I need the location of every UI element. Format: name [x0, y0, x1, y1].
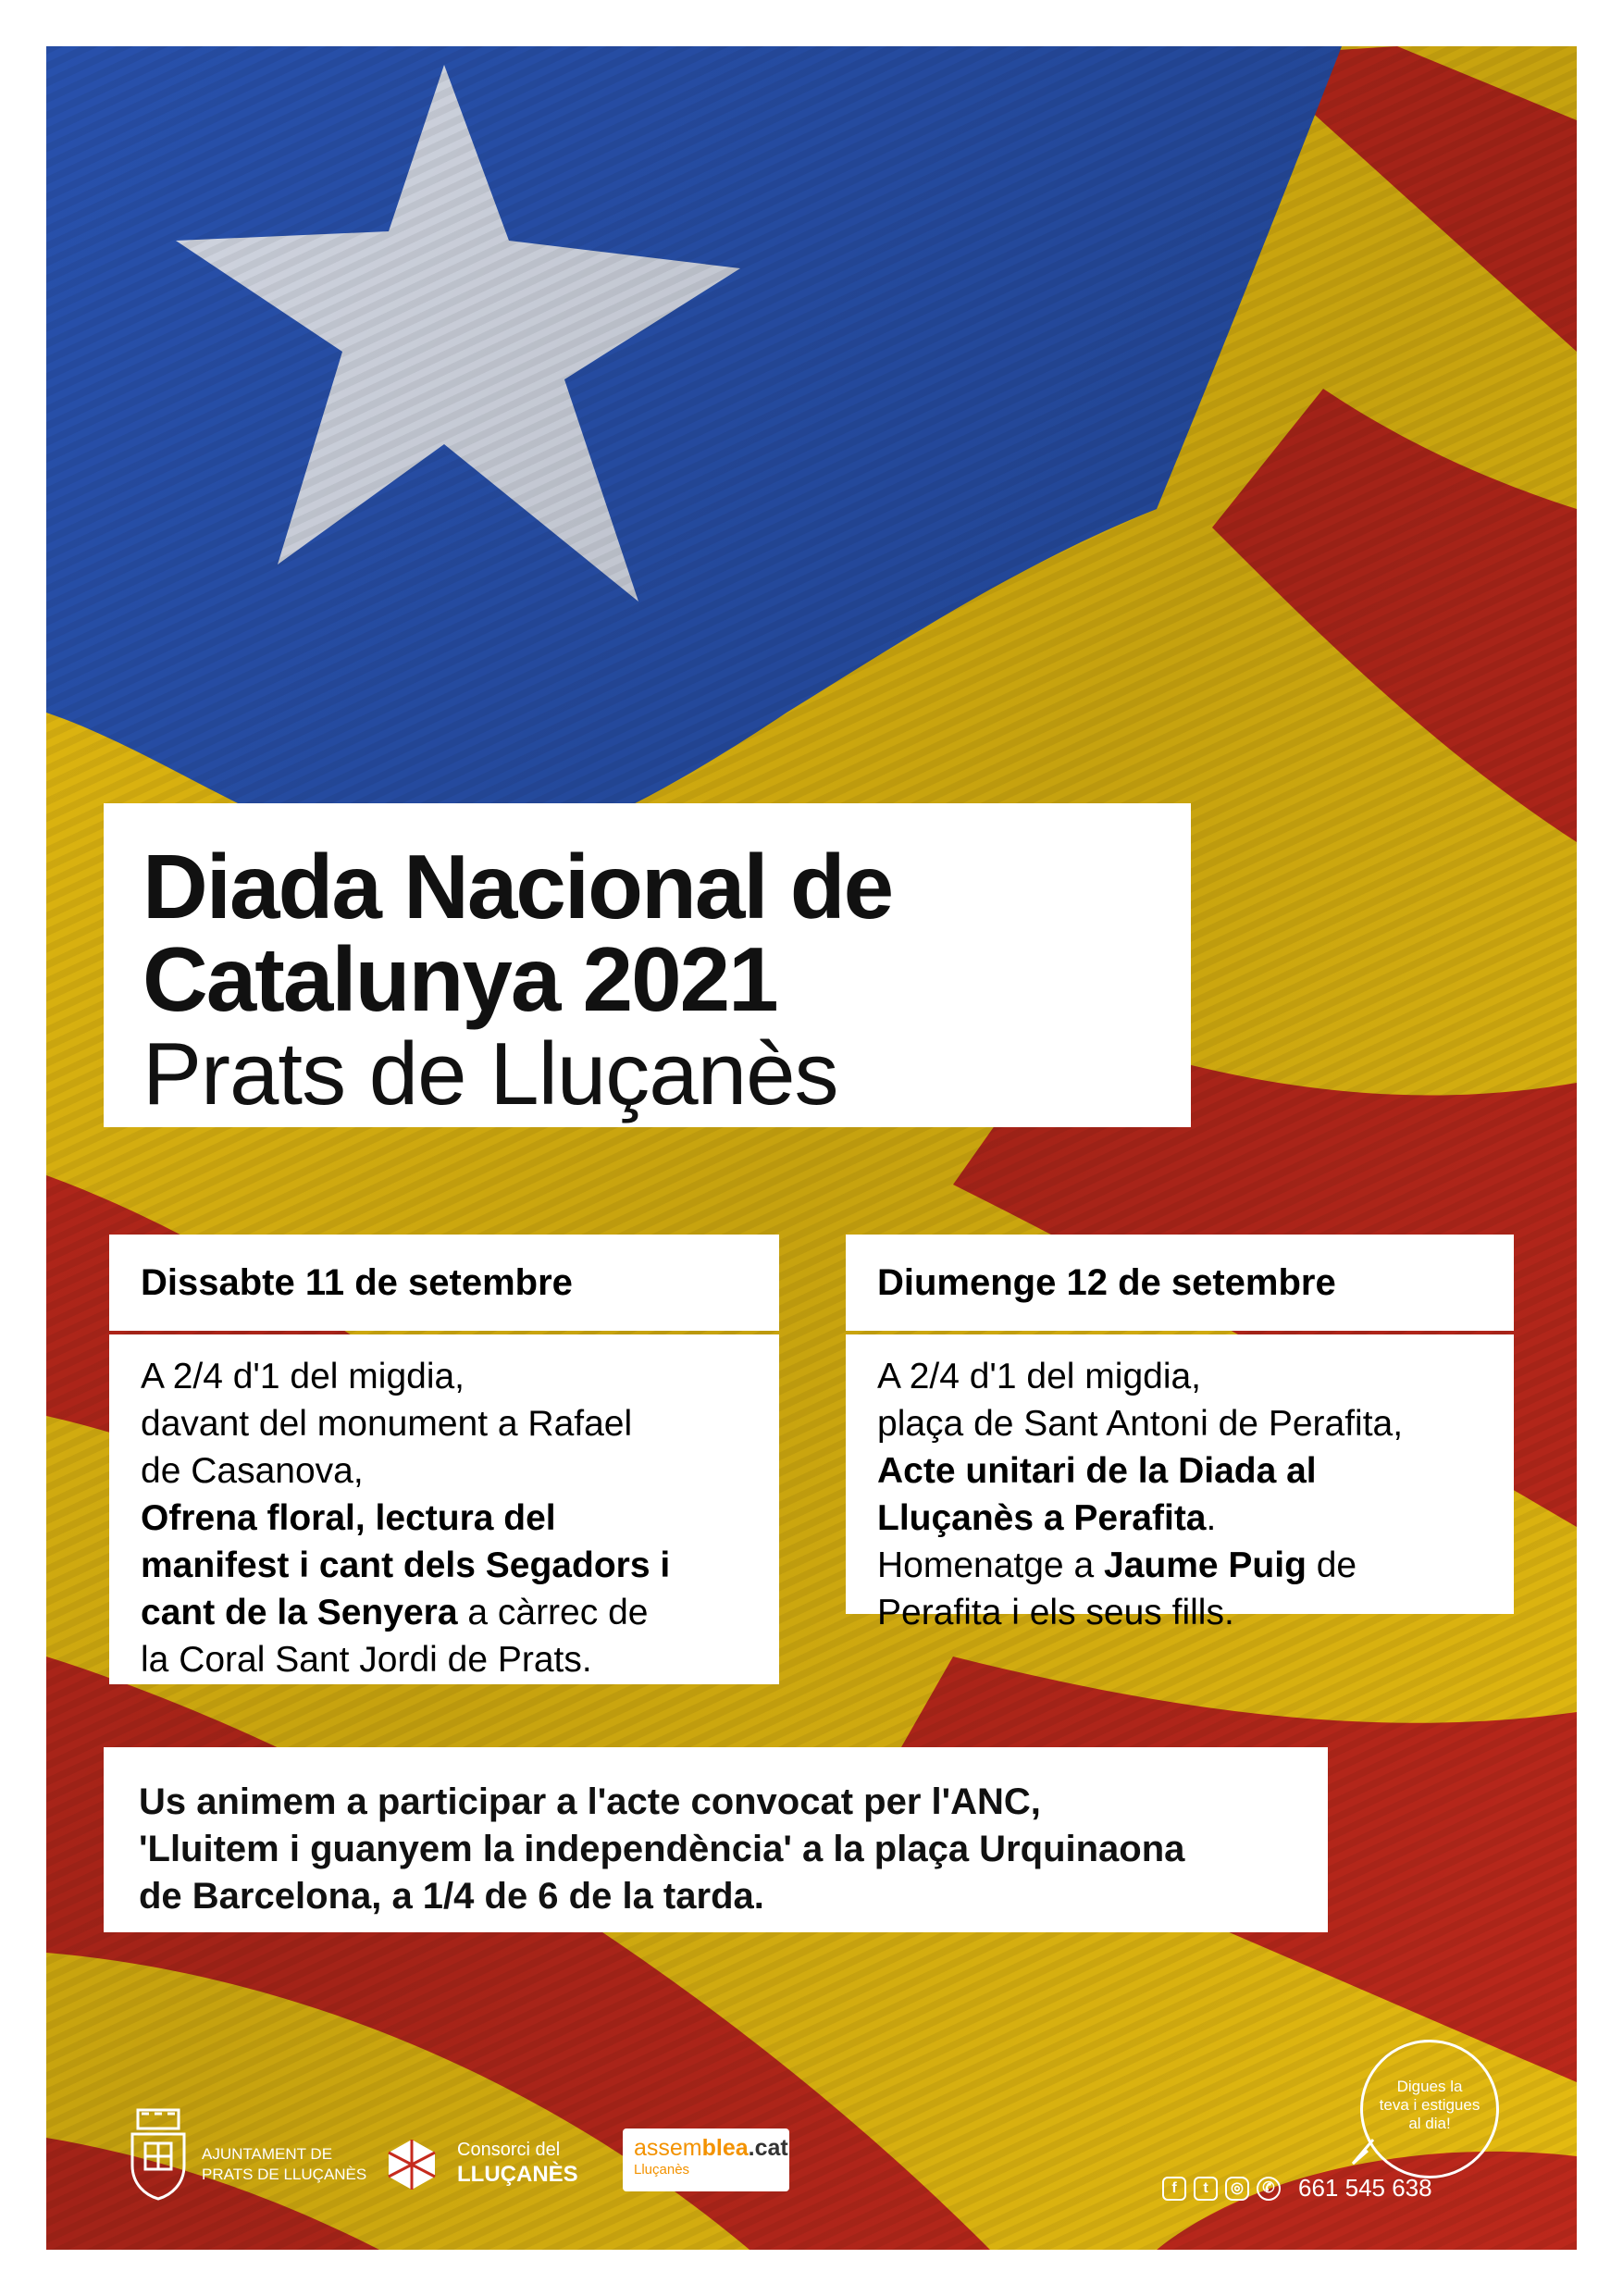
- day2-heading: Diumenge 12 de setembre: [846, 1235, 1514, 1331]
- title-line-2: Catalunya 2021: [142, 928, 777, 1030]
- speech-bubble-tail-icon: [1349, 2138, 1377, 2166]
- day2-bold-2-line: [877, 1495, 1495, 1542]
- day2-text-2: plaça de Sant Antoni de Perafita,: [877, 1404, 1404, 1444]
- day2-bold-1: Acte unitari de la Diada al: [877, 1451, 1317, 1491]
- consorci-logo-icon: [379, 2134, 444, 2193]
- day2-bold-3: Jaume Puig: [1104, 1545, 1307, 1585]
- day1-bold-3: cant de la Senyera: [141, 1593, 458, 1632]
- consorci-logo-text-1: Consorci del: [457, 2140, 561, 2160]
- ajuntament-logo-text-2: PRATS DE LLUÇANÈS: [202, 2166, 367, 2183]
- whatsapp-icon[interactable]: ✆: [1257, 2177, 1281, 2201]
- bubble-line-1: Digues la: [1396, 2078, 1463, 2095]
- day2-text-5: de: [1306, 1545, 1357, 1585]
- phone-number: 661 545 638: [1298, 2174, 1432, 2202]
- ajuntament-logo-text-1: AJUNTAMENT DE: [202, 2145, 333, 2163]
- day2-body: [846, 1334, 1514, 1632]
- day1-text-4: a càrrec de: [457, 1593, 649, 1632]
- twitter-icon[interactable]: t: [1194, 2177, 1218, 2201]
- assemblea-logo-b: blea: [701, 2135, 749, 2161]
- day1-bold-2: manifest i cant dels Segadors i: [141, 1545, 671, 1585]
- day1-bold-3-line: [141, 1589, 761, 1636]
- assemblea-logo-sub: Lluçanès: [634, 2162, 690, 2178]
- ajuntament-coat-of-arms-icon: [125, 2108, 192, 2201]
- day2-text-1: A 2/4 d'1 del migdia,: [877, 1357, 1202, 1396]
- day1-text-3: de Casanova,: [141, 1451, 364, 1491]
- subtitle: Prats de Lluçanès: [142, 1024, 838, 1123]
- day2-text-3: .: [1206, 1498, 1217, 1538]
- day2-bold-2: Lluçanès a Perafita: [877, 1498, 1207, 1538]
- assemblea-logo-a: assem: [634, 2135, 702, 2161]
- assemblea-logo: [623, 2128, 789, 2191]
- facebook-icon[interactable]: f: [1162, 2177, 1186, 2201]
- day1-body: [109, 1334, 779, 1684]
- speech-bubble: [1360, 2040, 1499, 2178]
- day2-text-6: Perafita i els seus fills.: [877, 1593, 1234, 1632]
- poster: [46, 46, 1577, 2250]
- day1-text-5: la Coral Sant Jordi de Prats.: [141, 1640, 592, 1680]
- day2-text-4: Homenatge a: [877, 1545, 1104, 1585]
- day1-text-1: A 2/4 d'1 del migdia,: [141, 1357, 465, 1396]
- day2-homenatge-line: [877, 1542, 1495, 1589]
- bubble-line-3: al dia!: [1408, 2115, 1451, 2132]
- title-box: [104, 803, 1191, 1127]
- note-line-2: 'Lluitem i guanyem la independència' a la plaça Urquinaona: [139, 1829, 1185, 1869]
- note-line-3: de Barcelona, a 1/4 de 6 de la tarda.: [139, 1876, 764, 1917]
- anc-note-box: [104, 1747, 1328, 1932]
- assemblea-logo-c: .cat: [748, 2135, 788, 2161]
- instagram-icon[interactable]: ◎: [1225, 2177, 1249, 2201]
- bubble-line-2: teva i estigues: [1379, 2096, 1481, 2114]
- day1-bold-1: Ofrena floral, lectura del: [141, 1498, 556, 1538]
- title-line-1: Diada Nacional de: [142, 836, 893, 937]
- consorci-logo-text-2: LLUÇANÈS: [457, 2162, 578, 2187]
- day1-heading: Dissabte 11 de setembre: [109, 1235, 779, 1331]
- day1-text-2: davant del monument a Rafael: [141, 1404, 633, 1444]
- note-line-1: Us animem a participar a l'acte convocat per l'ANC,: [139, 1781, 1041, 1822]
